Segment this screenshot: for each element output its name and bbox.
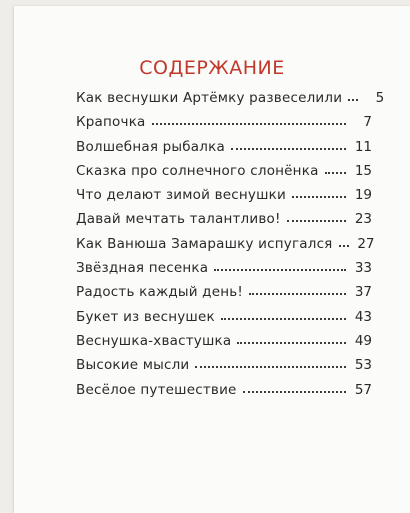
toc-entry bbox=[76, 139, 372, 163]
dot-leader bbox=[339, 245, 349, 247]
dot-leader bbox=[231, 148, 346, 150]
toc-entry-title: Высокие мысли bbox=[76, 357, 190, 374]
toc-entry-page: 27 bbox=[357, 235, 375, 252]
toc-entry-title: Звёздная песенка bbox=[76, 260, 209, 277]
dot-leader bbox=[221, 318, 346, 320]
toc-entry-title: Крапочка bbox=[76, 114, 146, 131]
toc-entry bbox=[76, 357, 372, 381]
toc-entry-page: 7 bbox=[363, 114, 372, 131]
dot-leader bbox=[152, 123, 346, 125]
toc-entry-title: Веснушка-хвастушка bbox=[76, 332, 232, 349]
toc-entry-page: 33 bbox=[354, 260, 372, 277]
toc-entry bbox=[76, 114, 372, 138]
toc-entry-page: 19 bbox=[354, 187, 372, 204]
toc-entry-title: Что делают зимой веснушки bbox=[76, 187, 286, 204]
toc-entry-page: 43 bbox=[354, 308, 372, 325]
toc-entry-title: Волшебная рыбалка bbox=[76, 138, 225, 155]
toc-entry-title: Весёлое путешествие bbox=[76, 381, 237, 398]
toc-entry-page: 37 bbox=[354, 284, 372, 301]
toc-entry-title: Как Ванюша Замарашку испугался bbox=[76, 235, 333, 252]
toc-entry-page: 23 bbox=[354, 211, 372, 228]
toc-entry bbox=[76, 90, 385, 114]
toc-entry-page: 15 bbox=[354, 162, 372, 179]
toc-entry bbox=[76, 382, 372, 406]
book-page bbox=[14, 6, 410, 513]
dot-leader bbox=[287, 220, 346, 222]
toc-entry-page: 57 bbox=[354, 381, 372, 398]
dot-leader bbox=[237, 342, 346, 344]
toc-entry bbox=[76, 211, 372, 235]
dot-leader bbox=[325, 172, 346, 174]
dot-leader bbox=[243, 391, 346, 393]
toc-entry-page: 11 bbox=[354, 138, 372, 155]
toc-entry-title: Букет из веснушек bbox=[76, 308, 215, 325]
toc-entry-page: 53 bbox=[354, 357, 372, 374]
toc-entry-page: 5 bbox=[375, 90, 385, 106]
toc-entry bbox=[76, 284, 372, 308]
dot-leader bbox=[195, 366, 346, 368]
toc-entry-title: Радость каждый день! bbox=[76, 284, 244, 301]
toc-entry bbox=[76, 163, 372, 187]
toc-entry-page: 49 bbox=[354, 332, 372, 349]
toc-entry bbox=[76, 187, 372, 211]
dot-leader bbox=[292, 196, 346, 198]
dot-leader bbox=[348, 99, 358, 101]
page-title: СОДЕРЖАНИЕ bbox=[139, 56, 285, 79]
toc-entry-title: Давай мечтать талантливо! bbox=[76, 211, 281, 228]
toc-entry bbox=[76, 235, 375, 260]
toc-entry bbox=[76, 260, 372, 284]
dot-leader bbox=[249, 293, 346, 295]
toc-entry-title: Сказка про солнечного слонёнка bbox=[76, 162, 319, 179]
toc-entry bbox=[76, 333, 372, 357]
toc-entry-title: Как веснушки Артёмку развеселили bbox=[76, 90, 343, 106]
table-of-contents bbox=[76, 90, 385, 406]
dot-leader bbox=[214, 269, 346, 271]
toc-entry bbox=[76, 309, 372, 333]
